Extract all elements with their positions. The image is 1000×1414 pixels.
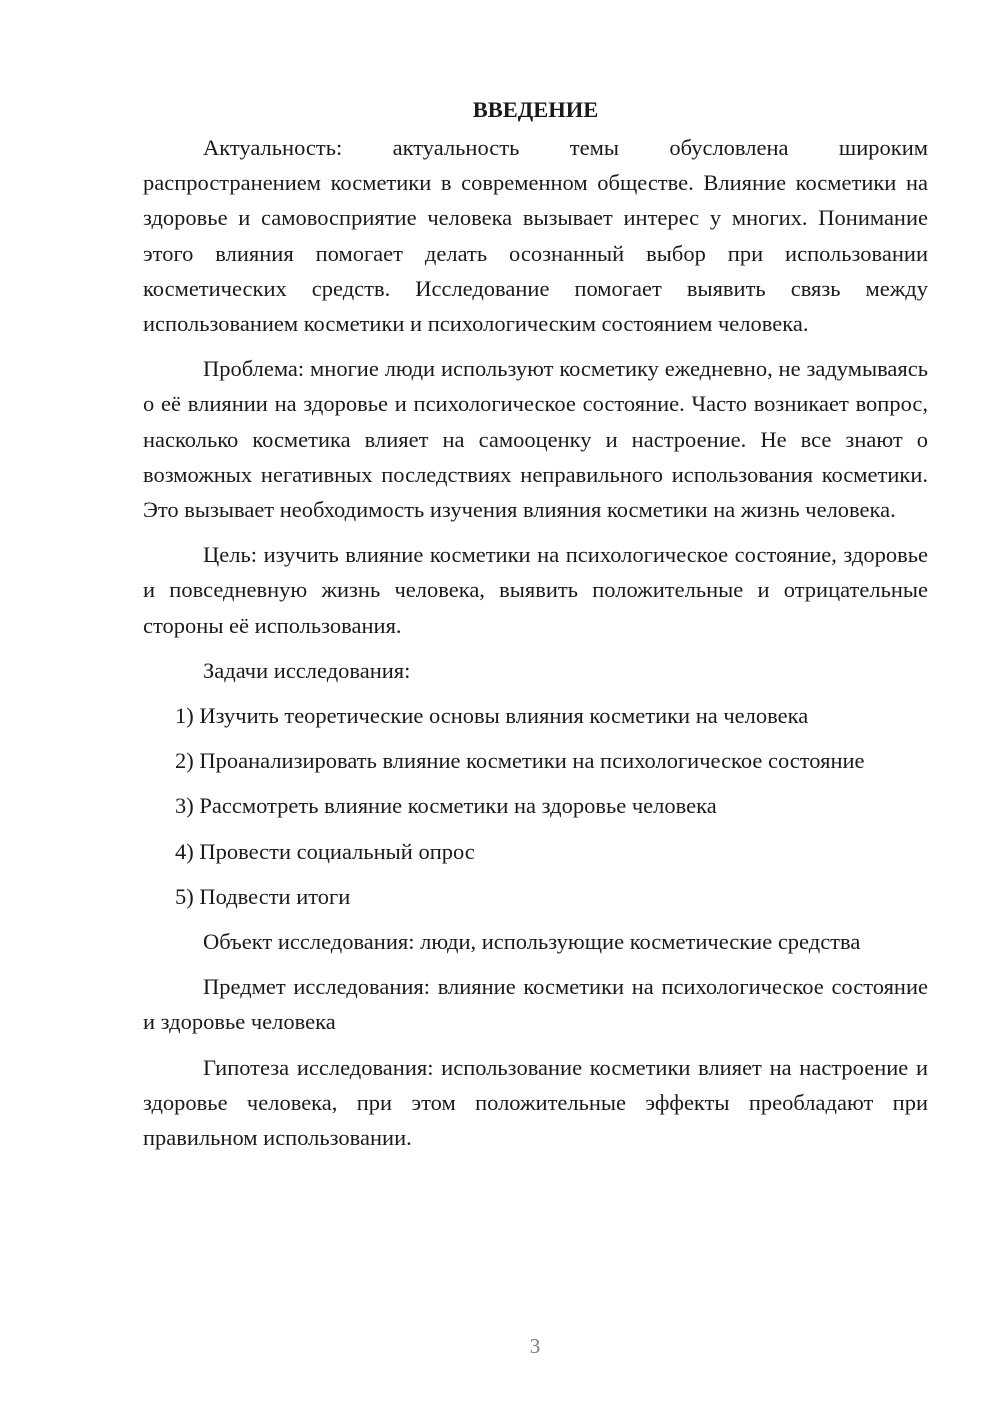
paragraph-goal: Цель: изучить влияние косметики на психологическое состояние, здоровье и повседневную жизнь человека, выявить положительные и отрицательные стороны её использования. bbox=[143, 542, 928, 638]
paragraph-subject: Предмет исследования: влияние косметики на психологическое состояние и здоровье человека bbox=[143, 974, 928, 1035]
paragraph-relevance: Актуальность: актуальность темы обусловлена широким распространением косметики в современном обществе. Влияние косметики на здоровье и самовосприятие человека вызывает интерес у многих. Понимание этого влияния помогает делать осознанный выбор при использовании косметических средств. Исследование помогает выявить связь между использованием косметики и психологическим состоянием человека. bbox=[143, 135, 928, 337]
task-item-2: 2) Проанализировать влияние косметики на психологическое состояние bbox=[175, 748, 865, 774]
paragraph-object: Объект исследования: люди, использующие косметические средства bbox=[203, 929, 861, 955]
page-number: 3 bbox=[529, 1334, 541, 1358]
task-item-4: 4) Провести социальный опрос bbox=[175, 838, 475, 864]
paragraph-hypothesis: Гипотеза исследования: использование косметики влияет на настроение и здоровье человека, при этом положительные эффекты преобладают при правильном использовании. bbox=[143, 1054, 928, 1151]
page-title: ВВЕДЕНИЕ bbox=[472, 97, 599, 122]
task-item-3: 3) Рассмотреть влияние косметики на здоровье человека bbox=[175, 793, 717, 819]
task-item-5: 5) Подвести итоги bbox=[175, 883, 351, 909]
page-content bbox=[143, 92, 928, 1165]
paragraph-problem: Проблема: многие люди используют косметику ежедневно, не задумываясь о её влиянии на здоровье и психологическое состояние. Часто возникает вопрос, насколько косметика влияет на самооценку и настроение. Не все знают о возможных негативных последствиях неправильного использования косметики. Это вызывает необходимость изучения влияния косметики на жизнь человека. bbox=[143, 356, 928, 523]
task-item-1: 1) Изучить теоретические основы влияния косметики на человека bbox=[175, 703, 809, 729]
tasks-title: Задачи исследования: bbox=[203, 657, 411, 683]
